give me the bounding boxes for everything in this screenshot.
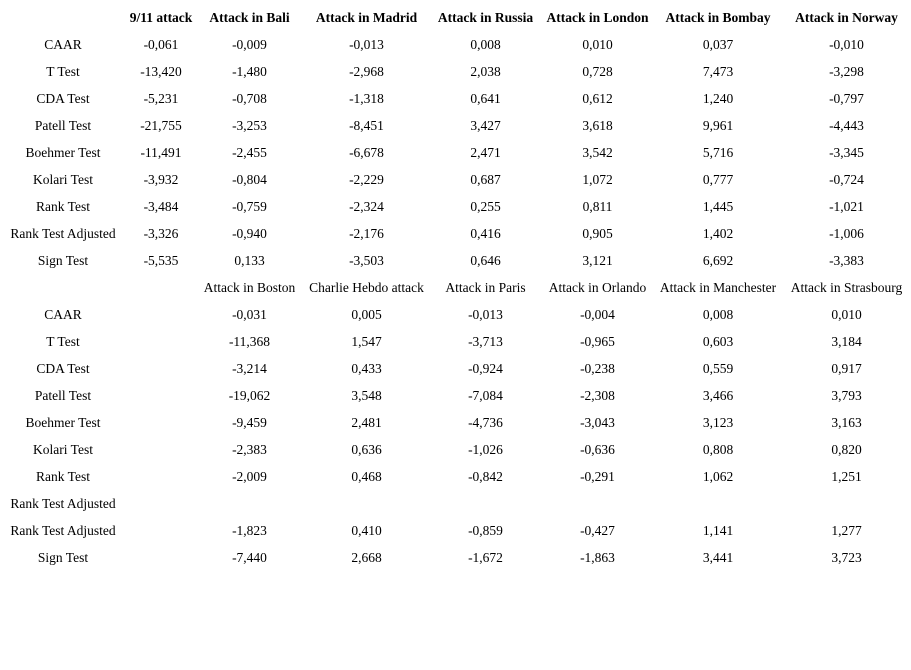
table-cell: -11,491 — [140, 145, 182, 160]
table-cell: -0,010 — [829, 37, 864, 52]
column-header: 9/11 attack — [129, 10, 193, 25]
table-cell: -0,013 — [468, 307, 503, 322]
table-cell: 3,723 — [831, 550, 862, 565]
column-header — [126, 274, 196, 301]
table-cell: 1,251 — [831, 469, 862, 484]
table-cell: 3,427 — [470, 118, 501, 133]
table-cell: -2,383 — [232, 442, 267, 457]
row-label: Boehmer Test — [25, 145, 101, 160]
table-cell: -0,636 — [580, 442, 615, 457]
table-cell: 9,961 — [702, 118, 734, 133]
table-cell: -21,755 — [140, 118, 182, 133]
row-label: Patell Test — [34, 388, 92, 403]
column-header: Attack in Manchester — [659, 280, 777, 295]
column-header: Charlie Hebdo attack — [309, 280, 424, 295]
table-cell — [126, 544, 196, 571]
row-label: Patell Test — [34, 118, 92, 133]
table-cell: -0,009 — [232, 37, 267, 52]
row-label: Boehmer Test — [25, 415, 101, 430]
table-cell — [126, 490, 196, 517]
table-cell: 0,468 — [351, 469, 382, 484]
table-cell: -0,797 — [829, 91, 864, 106]
table-cell — [126, 301, 196, 328]
table-cell: 3,123 — [702, 415, 734, 430]
table-cell: -3,713 — [468, 334, 503, 349]
table-cell: 6,692 — [702, 253, 734, 268]
table-cell: 0,559 — [702, 361, 734, 376]
table-cell: -5,535 — [143, 253, 179, 268]
table-cell: -3,253 — [232, 118, 267, 133]
table-cell: -13,420 — [140, 64, 182, 79]
table-cell: 0,636 — [351, 442, 382, 457]
table-cell: -2,968 — [349, 64, 384, 79]
table-cell: 5,716 — [702, 145, 734, 160]
table-cell: -4,443 — [829, 118, 864, 133]
table-cell — [782, 490, 911, 517]
row-label: Rank Test — [36, 199, 90, 214]
row-label: Kolari Test — [33, 442, 93, 457]
table-cell: -3,043 — [580, 415, 615, 430]
table-cell: -3,503 — [349, 253, 384, 268]
table-row — [0, 544, 911, 571]
results-table — [0, 4, 911, 571]
table-cell — [430, 490, 541, 517]
table-cell: -1,318 — [349, 91, 384, 106]
table-cell: 0,603 — [702, 334, 734, 349]
table-cell: -3,383 — [829, 253, 864, 268]
column-header: Attack in Strasbourg — [790, 280, 903, 295]
table-cell: -2,324 — [349, 199, 384, 214]
table-cell — [126, 463, 196, 490]
table-row — [0, 517, 911, 544]
table-cell: -1,823 — [232, 523, 267, 538]
row-label: Sign Test — [37, 550, 89, 565]
row-label: T Test — [46, 64, 80, 79]
table-cell: 1,547 — [351, 334, 382, 349]
table-row — [0, 328, 911, 355]
table-cell: 3,542 — [582, 145, 613, 160]
table-cell: 0,808 — [702, 442, 734, 457]
table-cell: -1,863 — [580, 550, 615, 565]
table-row — [0, 409, 911, 436]
table-cell — [196, 490, 303, 517]
table-cell: -0,965 — [580, 334, 615, 349]
table-cell: -7,440 — [232, 550, 267, 565]
table-cell: -2,009 — [232, 469, 267, 484]
table-cell: 1,240 — [702, 91, 734, 106]
table-cell: 1,141 — [702, 523, 734, 538]
table-row — [0, 139, 911, 166]
table-cell: -0,859 — [468, 523, 503, 538]
row-label: CDA Test — [36, 91, 90, 106]
table2-header-row — [0, 274, 911, 301]
table-cell: -0,238 — [580, 361, 615, 376]
table-row — [0, 301, 911, 328]
row-label: Rank Test Adjusted — [10, 523, 116, 538]
row-label: CAAR — [44, 307, 82, 322]
table-cell: 2,668 — [351, 550, 382, 565]
table-cell: -0,759 — [232, 199, 267, 214]
table-cell: -3,484 — [143, 199, 179, 214]
table-cell: 0,777 — [702, 172, 734, 187]
table-cell: -4,736 — [468, 415, 503, 430]
table-row — [0, 193, 911, 220]
table-cell: 0,917 — [831, 361, 862, 376]
table-cell: 1,062 — [702, 469, 734, 484]
table-cell: 1,277 — [831, 523, 862, 538]
table-cell: 0,811 — [582, 199, 613, 214]
table-cell — [126, 355, 196, 382]
table-cell: 3,548 — [351, 388, 382, 403]
table-cell: -1,006 — [829, 226, 864, 241]
table-cell: 0,820 — [831, 442, 862, 457]
row-label: Rank Test Adjusted — [10, 226, 116, 241]
table-cell: 0,410 — [351, 523, 382, 538]
row-label: CAAR — [44, 37, 82, 52]
table-cell: -0,940 — [232, 226, 267, 241]
table-cell: 3,163 — [831, 415, 862, 430]
table-cell: -1,672 — [468, 550, 503, 565]
table-cell — [126, 436, 196, 463]
table-cell: 0,687 — [470, 172, 501, 187]
row-label: Sign Test — [37, 253, 89, 268]
column-header: Attack in Russia — [437, 10, 534, 25]
column-header — [0, 4, 126, 31]
table-row — [0, 166, 911, 193]
table-row — [0, 58, 911, 85]
table-cell: -2,229 — [349, 172, 384, 187]
table-cell: -1,021 — [829, 199, 864, 214]
table-row — [0, 490, 911, 517]
table-cell: 1,402 — [702, 226, 734, 241]
table-cell: -19,062 — [228, 388, 271, 403]
table-cell: -0,924 — [468, 361, 503, 376]
table-cell: 3,121 — [582, 253, 613, 268]
table-cell: -6,678 — [349, 145, 384, 160]
table-cell: 0,005 — [351, 307, 382, 322]
table-cell: 2,038 — [470, 64, 501, 79]
table-cell: 1,072 — [582, 172, 613, 187]
table-cell: 0,008 — [470, 37, 501, 52]
table-cell — [126, 328, 196, 355]
table-cell: 3,466 — [702, 388, 734, 403]
table-row — [0, 85, 911, 112]
table-cell: 2,471 — [470, 145, 501, 160]
table-cell: 0,905 — [582, 226, 613, 241]
row-label: T Test — [46, 334, 80, 349]
table-cell: 0,433 — [351, 361, 382, 376]
table-cell: 0,255 — [470, 199, 501, 214]
table-cell — [126, 517, 196, 544]
column-header: Attack in Bombay — [665, 10, 771, 25]
row-label: CDA Test — [36, 361, 90, 376]
table-cell: -7,084 — [468, 388, 503, 403]
table-cell — [126, 382, 196, 409]
table-cell: -0,031 — [232, 307, 267, 322]
table-cell: 3,793 — [831, 388, 862, 403]
column-header: Attack in Boston — [203, 280, 296, 295]
column-header: Attack in Bali — [209, 10, 290, 25]
row-label: Rank Test — [36, 469, 90, 484]
table-cell: -0,427 — [580, 523, 615, 538]
table-cell: -3,932 — [143, 172, 179, 187]
column-header — [0, 274, 126, 301]
table-cell: 3,441 — [702, 550, 734, 565]
table-row — [0, 31, 911, 58]
column-header: Attack in London — [546, 10, 649, 25]
table-row — [0, 112, 911, 139]
table-cell: -0,804 — [232, 172, 267, 187]
table-cell: -5,231 — [143, 91, 179, 106]
table-cell — [303, 490, 430, 517]
table-cell: 0,037 — [702, 37, 734, 52]
table-cell: 7,473 — [702, 64, 734, 79]
table-cell: 0,641 — [470, 91, 501, 106]
table-cell: 0,416 — [470, 226, 501, 241]
row-label: Rank Test Adjusted — [10, 496, 116, 511]
table-body — [0, 4, 911, 571]
column-header: Attack in Madrid — [315, 10, 418, 25]
table-cell: -0,004 — [580, 307, 615, 322]
table-cell: -3,298 — [829, 64, 864, 79]
table-row — [0, 463, 911, 490]
table-cell: -0,013 — [349, 37, 384, 52]
table-cell: -0,291 — [580, 469, 615, 484]
table-cell: 0,010 — [582, 37, 613, 52]
table-cell — [126, 409, 196, 436]
table-cell: 0,133 — [234, 253, 265, 268]
table-cell: -0,724 — [829, 172, 864, 187]
table-cell: -1,026 — [468, 442, 503, 457]
table-cell: -8,451 — [349, 118, 384, 133]
column-header: Attack in Orlando — [548, 280, 647, 295]
table-cell — [654, 490, 782, 517]
table-cell: -1,480 — [232, 64, 267, 79]
table-row — [0, 247, 911, 274]
table-cell: -3,345 — [829, 145, 864, 160]
table-row — [0, 436, 911, 463]
table-cell: -3,214 — [232, 361, 267, 376]
column-header: Attack in Paris — [445, 280, 526, 295]
table-cell: 0,728 — [582, 64, 613, 79]
table1-header-row — [0, 4, 911, 31]
table-row — [0, 355, 911, 382]
table-cell: 3,184 — [831, 334, 862, 349]
table-cell: 3,618 — [582, 118, 613, 133]
table-cell: -11,368 — [228, 334, 271, 349]
table-cell — [541, 490, 654, 517]
table-cell: 2,481 — [351, 415, 382, 430]
table-cell: 1,445 — [702, 199, 734, 214]
table-cell: 0,010 — [831, 307, 862, 322]
table-row — [0, 220, 911, 247]
table-cell: 0,008 — [702, 307, 734, 322]
row-label: Kolari Test — [33, 172, 93, 187]
table-cell: -0,708 — [232, 91, 267, 106]
table-cell: -2,308 — [580, 388, 615, 403]
table-cell: -0,842 — [468, 469, 503, 484]
table-cell: -2,455 — [232, 145, 267, 160]
table-cell: 0,612 — [582, 91, 613, 106]
column-header: Attack in Norway — [795, 10, 898, 25]
table-cell: -9,459 — [232, 415, 267, 430]
table-cell: 0,646 — [470, 253, 501, 268]
table-cell: -2,176 — [349, 226, 384, 241]
table-cell: -3,326 — [143, 226, 179, 241]
table-cell: -0,061 — [143, 37, 179, 52]
table-row — [0, 382, 911, 409]
